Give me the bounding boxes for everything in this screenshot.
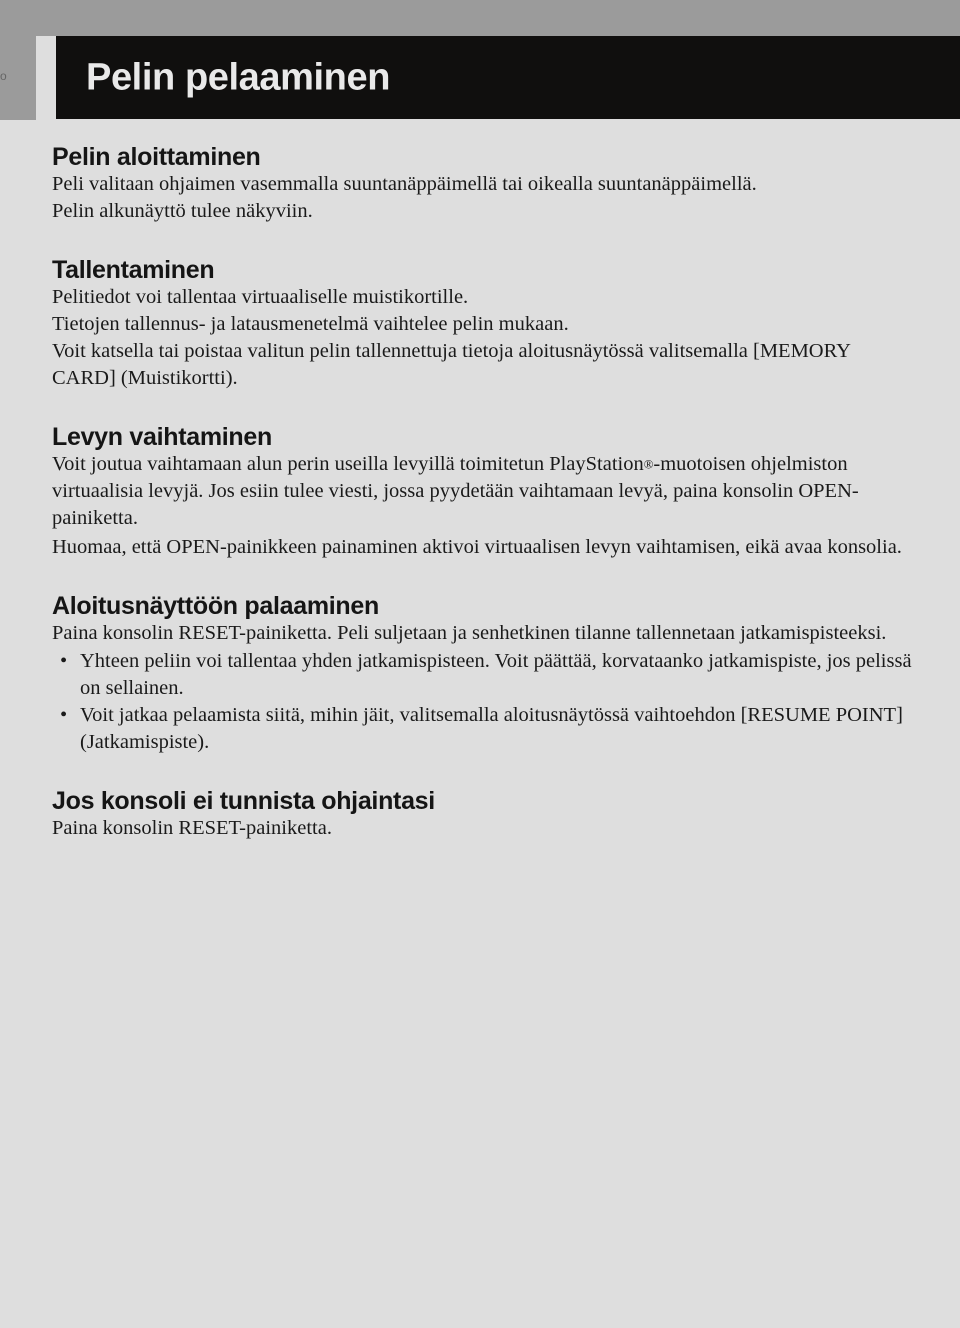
list-item-text: Voit jatkaa pelaamista siitä, mihin jäit, valitsemalla aloitusnäytössä vaihtoehdon [RESUME POINT] (Jatkamispiste). [80,703,903,753]
paragraph: Pelin alkunäyttö tulee näkyviin. [52,200,313,223]
paragraph: Peli valitaan ohjaimen vasemmalla suuntanäppäimellä tai oikealla suuntanäppäimellä. [52,173,757,195]
section-spacer [52,225,912,256]
section-aloitusnayttoon-palaaminen [52,592,912,755]
paragraph: Voit joutua vaihtamaan alun perin useilla levyillä toimitetun PlayStation®-muotoisen ohjelmiston virtuaalisia levyjä. Jos esiin tulee viesti, jossa pyydetään vaihtamaan levyä, paina konsolin OPEN-painiketta. [52,453,859,530]
section-heading: Pelin aloittaminen [52,143,261,171]
page-edge-tab [0,36,36,120]
section-heading: Tallentaminen [52,256,215,285]
paragraph: Pelitiedot voi tallentaa virtuaaliselle muistikortille. [52,286,469,309]
top-gray-band [0,0,960,36]
section-spacer [52,561,912,592]
list-item [52,702,912,756]
list-item [52,648,912,702]
registered-trademark-icon: ® [643,457,654,472]
section-heading: Jos konsoli ei tunnista ohjaintasi [52,786,435,815]
bullet-list [52,648,912,756]
paragraph: Paina konsolin RESET-painiketta. Peli suljetaan ja senhetkinen tilanne tallennetaan jatkamispisteeksi. [52,622,887,645]
paragraph: Paina konsolin RESET-painiketta. [52,816,332,839]
section-spacer [52,392,912,423]
section-heading: Aloitusnäyttöön palaaminen [52,592,379,621]
list-item-text: Yhteen peliin voi tallentaa yhden jatkamispisteen. Voit päättää, korvataanko jatkamispiste, jos pelissä on sellainen. [80,649,912,699]
section-pelin-aloittaminen [52,143,912,225]
chapter-header-bar [56,36,960,119]
bullet-icon: • [60,649,68,672]
document-body [52,143,912,842]
section-heading: Levyn vaihtaminen [52,423,272,452]
paragraph: Huomaa, että OPEN-painikkeen painaminen aktivoi virtuaalisen levyn vaihtamisen, eikä avaa konsolia. [52,536,902,559]
page-title: Pelin pelaaminen [86,56,391,98]
page-tab-mark: o [0,69,7,83]
section-spacer [52,756,912,787]
paragraph: Tietojen tallennus- ja latausmenetelmä vaihtelee pelin mukaan. [52,313,569,336]
section-levyn-vaihtaminen [52,423,912,561]
section-jos-konsoli-ei-tunnista [52,787,912,842]
section-tallentaminen [52,256,912,392]
bullet-icon: • [60,703,68,726]
paragraph: Voit katsella tai poistaa valitun pelin tallennettuja tietoja aloitusnäytössä valitsemalla [MEMORY CARD] (Muistikortti). [52,340,851,390]
